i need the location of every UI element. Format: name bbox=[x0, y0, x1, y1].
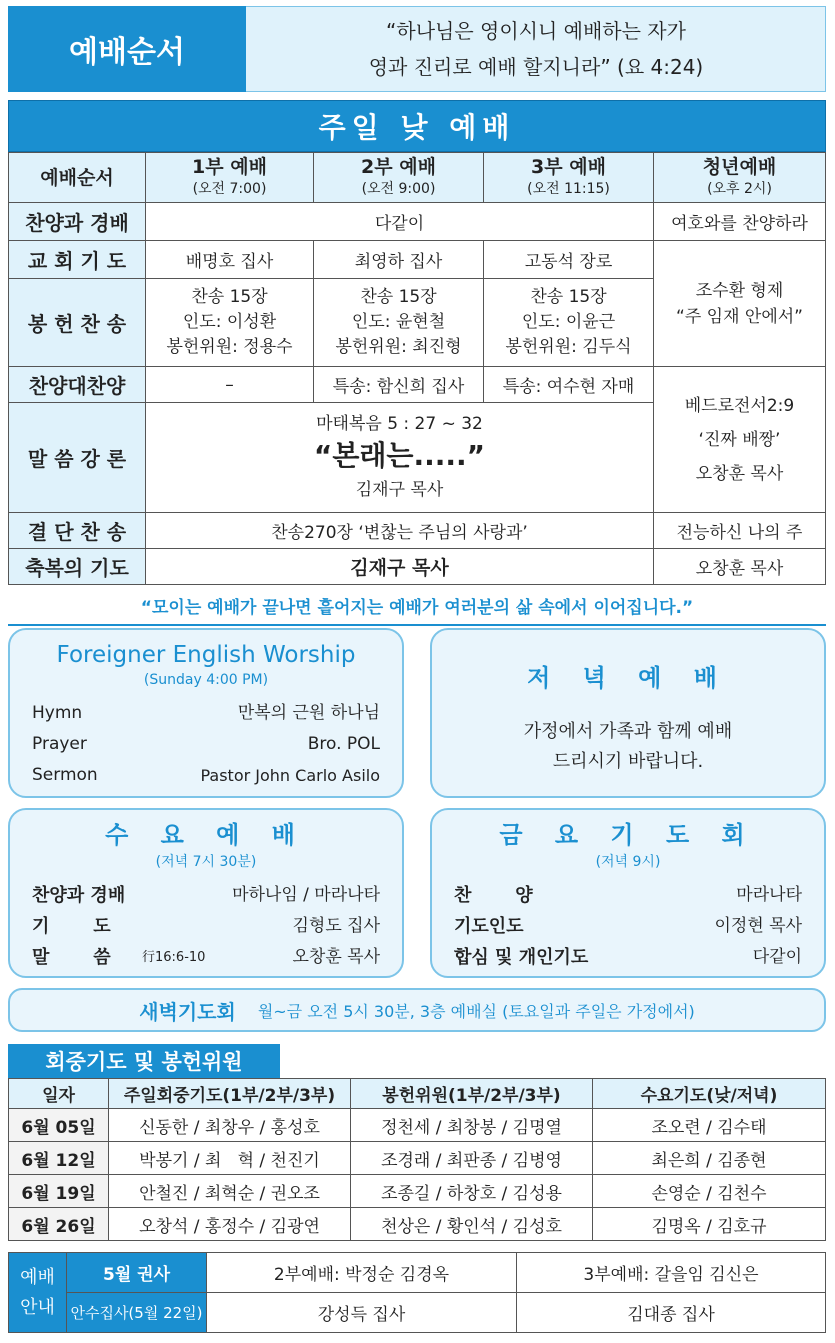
friday-title: 금 요 기 도 회 bbox=[499, 821, 757, 849]
evening-line1: 가정에서 가족과 함께 예배 bbox=[523, 721, 733, 742]
sermon-title: “본래는.....” bbox=[313, 438, 486, 472]
col-service-3 bbox=[484, 153, 654, 203]
friday-time: (저녁 9시) bbox=[595, 854, 661, 870]
offering-label: 봉 헌 찬 송 bbox=[9, 279, 146, 367]
youth-sermon-preacher: 오창훈 목사 bbox=[695, 463, 784, 484]
guide-row2-a: 강성득 집사 bbox=[207, 1293, 517, 1333]
choir-label: 찬양대찬양 bbox=[9, 367, 146, 403]
wednesday-title: 수 요 예 배 bbox=[105, 821, 307, 849]
english-item-sermon bbox=[32, 760, 380, 791]
roster-title: 회중기도 및 봉헌위원 bbox=[8, 1044, 280, 1078]
evening-title: 저 녁 예 배 bbox=[527, 664, 729, 692]
roster-table bbox=[8, 1078, 826, 1241]
friday-item-praise bbox=[454, 880, 802, 911]
roster-offering: 정천세 / 최창봉 / 김명열 bbox=[351, 1109, 593, 1142]
sunday-order-table bbox=[8, 152, 826, 585]
roster-wednesday: 조오련 / 김수태 bbox=[593, 1109, 826, 1142]
offering-1-hymn: 찬송 15장 bbox=[191, 287, 268, 307]
offering-3-leader: 인도: 이윤근 bbox=[521, 312, 616, 332]
wednesday-praise-label: 찬양과 경배 bbox=[32, 885, 126, 906]
table-row bbox=[9, 1208, 826, 1241]
offering-3-hymn: 찬송 15장 bbox=[530, 287, 607, 307]
closing-quote: “모이는 예배가 끝나면 흩어지는 예배가 여러분의 삶 속에서 이어집니다.” bbox=[140, 597, 694, 618]
friday-leader-value: 이정현 목사 bbox=[714, 916, 802, 936]
col-service-1 bbox=[146, 153, 314, 203]
decision-label: 결 단 찬 송 bbox=[9, 513, 146, 549]
offering-2 bbox=[314, 279, 484, 367]
evening-line2: 드리시기 바랍니다. bbox=[552, 751, 704, 772]
wednesday-praise-value: 마하나임 / 마라나타 bbox=[232, 885, 380, 905]
wednesday-item-sermon bbox=[32, 942, 380, 973]
sermon-label: 말 씀 강 론 bbox=[9, 403, 146, 513]
guide-row-1 bbox=[9, 1253, 826, 1293]
offering-1-committee: 봉헌위원: 정용수 bbox=[166, 337, 293, 357]
service-guide-table bbox=[8, 1252, 826, 1333]
guide-row2-b: 김대종 집사 bbox=[517, 1293, 826, 1333]
guide-row1-b: 3부예배: 갈을임 김신은 bbox=[517, 1253, 826, 1293]
sermon-all bbox=[146, 403, 654, 513]
english-hymn-value: 만복의 근원 하나님 bbox=[237, 703, 380, 723]
col-service-1-name: 1부 예배 bbox=[192, 155, 267, 178]
friday-praise-value: 마라나타 bbox=[736, 885, 802, 905]
col-service-2 bbox=[314, 153, 484, 203]
praise-all: 다같이 bbox=[146, 203, 654, 241]
prayer-label: 교 회 기 도 bbox=[9, 241, 146, 279]
decision-youth: 전능하신 나의 주 bbox=[654, 513, 826, 549]
english-sermon-value: Pastor John Carlo Asilo bbox=[200, 766, 380, 785]
english-hymn-label: Hymn bbox=[32, 703, 83, 723]
wednesday-time: (저녁 7시 30분) bbox=[155, 854, 257, 870]
table-header-row bbox=[9, 153, 826, 203]
praise-youth: 여호와를 찬양하라 bbox=[654, 203, 826, 241]
divider bbox=[8, 624, 826, 626]
roster-date: 6월 26일 bbox=[9, 1208, 109, 1241]
roster-offering: 조경래 / 최판종 / 김병영 bbox=[351, 1142, 593, 1175]
english-item-hymn bbox=[32, 698, 380, 729]
dawn-detail: 월~금 오전 5시 30분, 3층 예배실 (토요일과 주일은 가정에서) bbox=[257, 1001, 695, 1021]
wednesday-sermon-note: 行16:6-10 bbox=[142, 950, 206, 965]
sermon-preacher: 김재구 목사 bbox=[355, 479, 444, 500]
prayer-2: 최영하 집사 bbox=[314, 241, 484, 279]
prayer-1: 배명호 집사 bbox=[146, 241, 314, 279]
header-label: 예배순서 bbox=[8, 6, 246, 92]
offering-3 bbox=[484, 279, 654, 367]
roster-wednesday: 최은희 / 김종현 bbox=[593, 1142, 826, 1175]
roster-header-wednesday: 수요기도(낮/저녁) bbox=[593, 1079, 826, 1109]
youth-sermon-title: ‘진짜 배짱’ bbox=[698, 429, 781, 450]
roster-sunday: 오창석 / 홍정수 / 김광연 bbox=[109, 1208, 351, 1241]
roster-offering: 조종길 / 하창호 / 김성용 bbox=[351, 1175, 593, 1208]
blessing-label: 축복의 기도 bbox=[9, 549, 146, 585]
friday-item-leader bbox=[454, 911, 802, 942]
table-row bbox=[9, 1142, 826, 1175]
english-item-prayer bbox=[32, 729, 380, 760]
row-decision bbox=[9, 513, 826, 549]
wednesday-item-praise bbox=[32, 880, 380, 911]
wednesday-sermon-label: 말 씀 bbox=[32, 947, 111, 968]
offering-2-committee: 봉헌위원: 최진형 bbox=[335, 337, 462, 357]
choir-2: 특송: 함신희 집사 bbox=[314, 367, 484, 403]
english-sermon-label: Sermon bbox=[32, 765, 98, 785]
dawn-title: 새벽기도회 bbox=[139, 999, 236, 1024]
guide-row1-a: 2부예배: 박정순 김경옥 bbox=[207, 1253, 517, 1293]
col-service-3-time: (오전 11:15) bbox=[527, 180, 610, 197]
guide-label bbox=[9, 1253, 67, 1333]
roster-date: 6월 19일 bbox=[9, 1175, 109, 1208]
col-service-3-name: 3부 예배 bbox=[531, 155, 606, 178]
guide-row2-title: 안수집사(5월 22일) bbox=[67, 1293, 207, 1333]
roster-sunday: 박봉기 / 최 혁 / 천진기 bbox=[109, 1142, 351, 1175]
roster-sunday: 안철진 / 최혁순 / 권오조 bbox=[109, 1175, 351, 1208]
roster-sunday: 신동한 / 최창우 / 홍성호 bbox=[109, 1109, 351, 1142]
roster-header-row bbox=[9, 1079, 826, 1109]
roster-header-offering: 봉헌위원(1부/2부/3부) bbox=[351, 1079, 593, 1109]
wednesday-item-prayer bbox=[32, 911, 380, 942]
choir-1: – bbox=[146, 367, 314, 403]
col-order: 예배순서 bbox=[9, 153, 146, 203]
blessing-youth: 오창훈 목사 bbox=[654, 549, 826, 585]
table-row bbox=[9, 1109, 826, 1142]
offering-2-hymn: 찬송 15장 bbox=[360, 287, 437, 307]
roster-wednesday: 손영순 / 김천수 bbox=[593, 1175, 826, 1208]
roster-offering: 천상은 / 황인석 / 김성호 bbox=[351, 1208, 593, 1241]
sunday-title: 주일 낮 예배 bbox=[8, 100, 826, 152]
friday-group-value: 다같이 bbox=[752, 947, 802, 967]
youth-offering-line2: “주 임재 안에서” bbox=[676, 306, 803, 327]
youth-sermon-passage: 베드로전서2:9 bbox=[684, 395, 795, 416]
guide-label-1: 예배 bbox=[20, 1266, 55, 1288]
friday-item-group bbox=[454, 942, 802, 973]
table-row bbox=[9, 1175, 826, 1208]
wednesday-prayer-value: 김형도 집사 bbox=[292, 916, 380, 936]
friday-group-label: 합심 및 개인기도 bbox=[454, 947, 589, 968]
row-praise bbox=[9, 203, 826, 241]
col-youth-name: 청년예배 bbox=[702, 155, 777, 178]
col-youth bbox=[654, 153, 826, 203]
wednesday-worship-card bbox=[8, 808, 404, 978]
blessing-all: 김재구 목사 bbox=[146, 549, 654, 585]
header-verse bbox=[246, 6, 826, 92]
row-choir bbox=[9, 367, 826, 403]
col-youth-time: (오후 2시) bbox=[707, 180, 772, 197]
row-blessing bbox=[9, 549, 826, 585]
dawn-prayer-bar bbox=[8, 988, 826, 1032]
english-prayer-value: Bro. POL bbox=[307, 734, 380, 754]
guide-row-2 bbox=[9, 1293, 826, 1333]
wednesday-prayer-label: 기 도 bbox=[32, 916, 111, 937]
offering-1-leader: 인도: 이성환 bbox=[182, 312, 277, 332]
row-prayer bbox=[9, 241, 826, 279]
youth-sermon bbox=[654, 367, 826, 513]
wednesday-sermon-value: 오창훈 목사 bbox=[292, 947, 380, 967]
friday-praise-label: 찬 양 bbox=[454, 885, 533, 906]
roster-header-date: 일자 bbox=[9, 1079, 109, 1109]
friday-leader-label: 기도인도 bbox=[454, 916, 524, 937]
praise-label: 찬양과 경배 bbox=[9, 203, 146, 241]
prayer-3: 고동석 장로 bbox=[484, 241, 654, 279]
guide-label-2: 안내 bbox=[20, 1296, 55, 1318]
choir-3: 특송: 여수현 자매 bbox=[484, 367, 654, 403]
col-service-2-name: 2부 예배 bbox=[361, 155, 436, 178]
evening-worship-card bbox=[430, 628, 826, 798]
verse-line-1: “하나님은 영이시니 예배하는 자가 bbox=[386, 19, 686, 43]
offering-1 bbox=[146, 279, 314, 367]
offering-3-committee: 봉헌위원: 김두식 bbox=[505, 337, 632, 357]
guide-row1-title: 5월 권사 bbox=[67, 1253, 207, 1293]
col-service-1-time: (오전 7:00) bbox=[192, 180, 267, 197]
english-title: Foreigner English Worship bbox=[56, 642, 356, 668]
english-time: (Sunday 4:00 PM) bbox=[143, 672, 269, 688]
roster-date: 6월 05일 bbox=[9, 1109, 109, 1142]
col-service-2-time: (오전 9:00) bbox=[361, 180, 436, 197]
roster-wednesday: 김명옥 / 김호규 bbox=[593, 1208, 826, 1241]
english-prayer-label: Prayer bbox=[32, 734, 87, 754]
decision-all: 찬송270장 ‘변찮는 주님의 사랑과’ bbox=[146, 513, 654, 549]
english-worship-card bbox=[8, 628, 404, 798]
youth-offering-line1: 조수환 형제 bbox=[695, 280, 784, 301]
roster-date: 6월 12일 bbox=[9, 1142, 109, 1175]
sermon-passage: 마태복음 5 : 27 ~ 32 bbox=[316, 413, 483, 434]
roster-header-sunday: 주일회중기도(1부/2부/3부) bbox=[109, 1079, 351, 1109]
offering-2-leader: 인도: 윤현철 bbox=[351, 312, 446, 332]
youth-offering bbox=[654, 241, 826, 367]
verse-line-2: 영과 진리로 예배 할지니라” (요 4:24) bbox=[368, 55, 704, 79]
friday-prayer-card bbox=[430, 808, 826, 978]
